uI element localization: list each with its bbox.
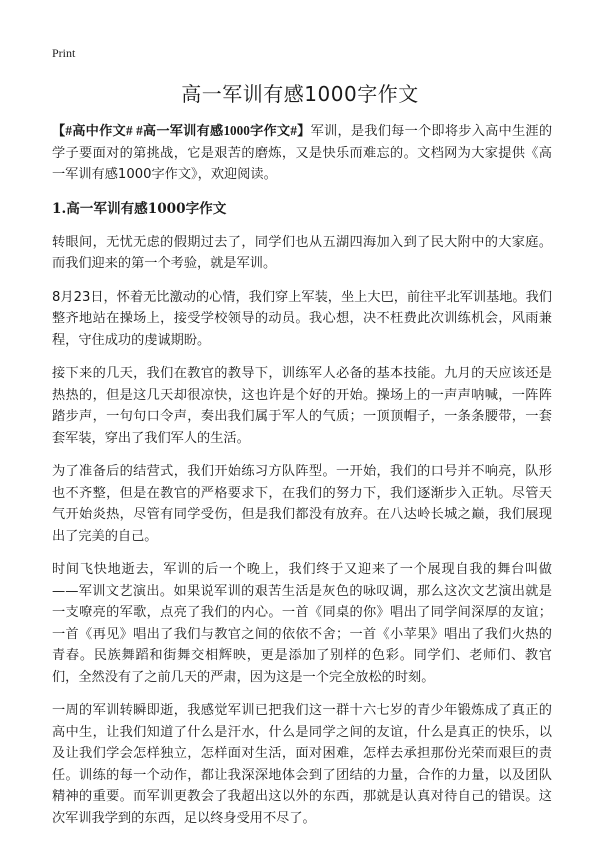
body-paragraph: 8月23日，怀着无比激动的心情，我们穿上军装，坐上大巴，前往平北军训基地。我们整齐地站在操场上，接受学校领导的动员。我心想，决不枉费此次训练机会，风雨兼程，守住成功的虔诚期盼。 xyxy=(52,289,552,348)
body-paragraph: 为了准备后的结营式，我们开始练习方队阵型。一开始，我们的口号并不响亮，队形也不齐整，但是在教官的严格要求下，在我们的努力下，我们逐渐步入正轨。尽管天气开始炎热，尽管有同学受伤，但是我们都没有放弃。在八达岭长城之巅，我们展现出了完美的自己。 xyxy=(52,464,552,544)
body-paragraph: 接下来的几天，我们在教官的教导下，训练军人必备的基本技能。九月的天应该还是热热的，但是这几天却很凉快，这也许是个好的开始。操场上的一声声呐喊，一阵阵踏步声，一句句口令声，奏出我们属于军人的气质；一顶顶帽子，一条条腰带，一套套军装，穿出了我们军人的生活。 xyxy=(52,366,552,446)
intro-paragraph xyxy=(52,120,552,186)
page-title: 高一军训有感1000字作文 xyxy=(181,82,419,106)
body-paragraph: 转眼间，无忧无虑的假期过去了，同学们也从五湖四海加入到了民大附中的大家庭。而我们迎来的第一个考验，就是军训。 xyxy=(52,234,552,271)
body-paragraph: 一周的军训转瞬即逝，我感觉军训已把我们这一群十六七岁的青少年锻炼成了真正的高中生，让我们知道了什么是汗水，什么是同学之间的友谊，什么是真正的快乐，以及让我们学会怎样独立，怎样面对生活，面对困难，怎样去承担那份光荣而艰巨的责任。训练的每一个动作，都让我深深地体会到了团结的力量，合作的力量，以及团队精神的重要。而军训更教会了我超出这以外的东西，那就是认真对待自己的错误。这次军训我学到的东西，足以终身受用不尽了。 xyxy=(52,703,552,826)
intro-tags: 【#高中作文# #高一军训有感1000字作文#】 xyxy=(52,123,311,138)
body-paragraph: 时间飞快地逝去，军训的后一个晚上，我们终于又迎来了一个展现自我的舞台叫做——军训文艺演出。如果说军训的艰苦生活是灰色的咏叹调，那么这次文艺演出就是一支嘹亮的军歌，点亮了我们的内心。一首《同桌的你》唱出了同学间深厚的友谊；一首《再见》唱出了我们与教官之间的依依不舍；一首《小苹果》唱出了我们火热的青春。民族舞蹈和街舞交相辉映，更是添加了别样的色彩。同学们、老师们、教官们，全然没有了之前几天的严肃，因为这是一个完全放松的时刻。 xyxy=(52,562,552,685)
intro-text: 军训，是我们每一个即将步入高中生涯的学子要面对的第挑战，它是艰苦的磨炼，又是快乐而难忘的。文档网为大家提供《高一军训有感1000字作文》，欢迎阅读。 xyxy=(52,124,553,182)
print-label: Print xyxy=(52,46,76,60)
section-heading: 1.高一军训有感1000字作文 xyxy=(52,200,227,217)
article-body xyxy=(52,120,552,841)
